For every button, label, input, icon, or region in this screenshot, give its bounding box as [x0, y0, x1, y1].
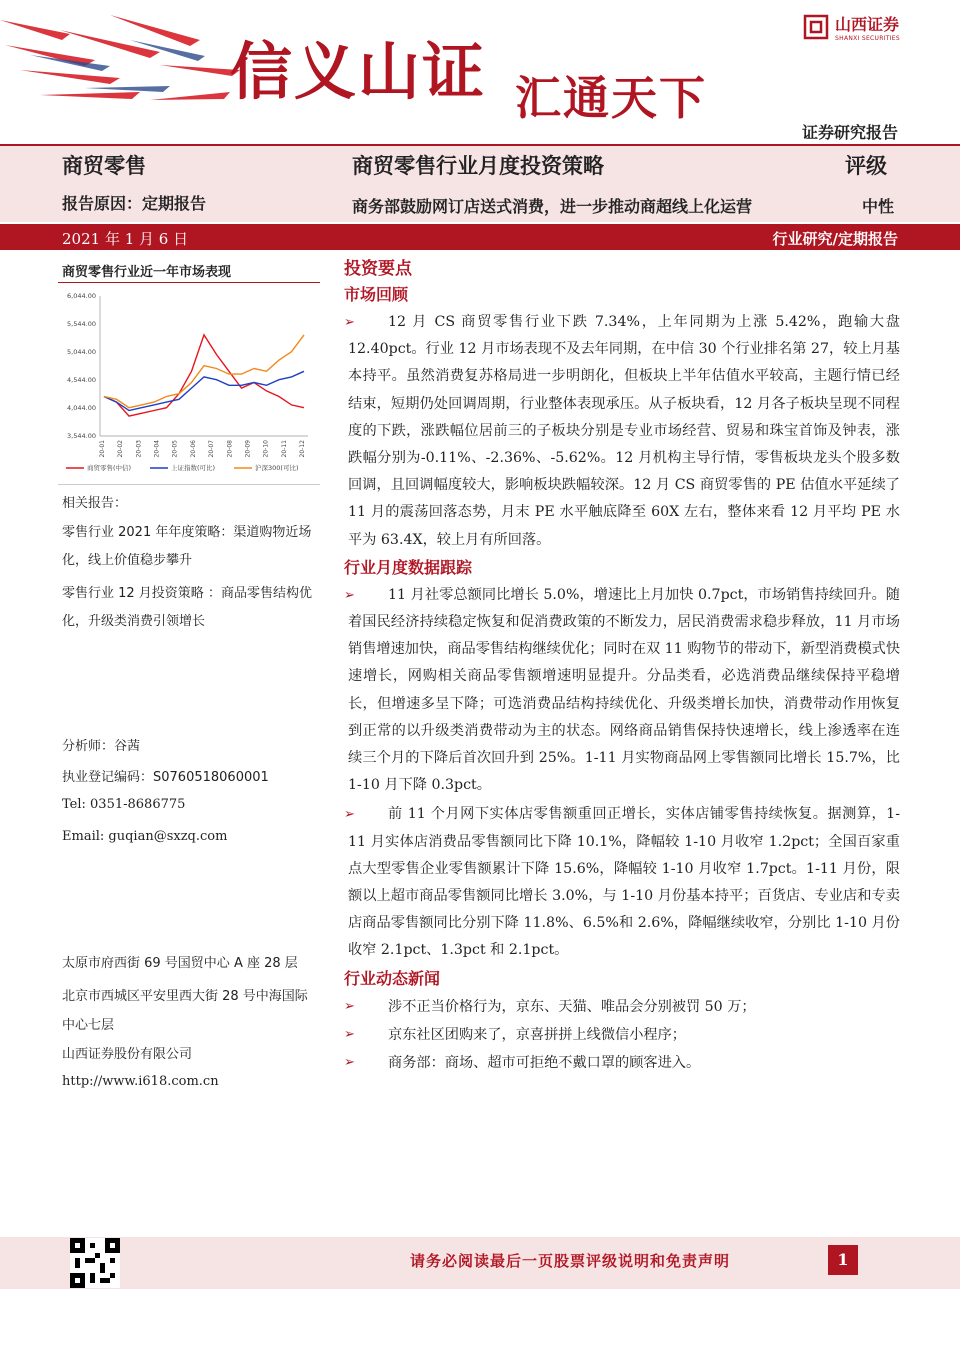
- x-tick-label: 20-12: [299, 440, 306, 458]
- x-tick-label: 20-06: [189, 440, 197, 458]
- news-item: ➢ 京东社区团购来了，京喜拼拼上线微信小程序；: [348, 1021, 900, 1049]
- brand-logo: [803, 12, 900, 42]
- related-report-2[interactable]: 零售行业 12 月投资策略 ：商品零售结构优化，升级类消费引领增长: [62, 586, 312, 629]
- sidebar-rule: [58, 282, 320, 283]
- series-line: [104, 335, 304, 408]
- arrow-bullet-icon: ➢: [344, 807, 355, 823]
- x-tick-label: 20-04: [153, 440, 161, 458]
- x-tick-label: 20-05: [171, 440, 179, 458]
- y-tick-label: 4,044.00: [67, 404, 96, 412]
- news-item: ➢ 商务部：商场、超市可拒绝不戴口罩的顾客进入。: [348, 1049, 900, 1077]
- x-tick-label: 20-07: [208, 440, 216, 458]
- sidebar-chart-title: 商贸零售行业近一年市场表现: [62, 265, 232, 280]
- page-number: 1: [828, 1245, 858, 1275]
- date-bar: [0, 224, 960, 250]
- report-subtitle: 商务部鼓励网订店送式消费，进一步推动商超线上化运营: [352, 197, 753, 216]
- arrow-bullet-icon: ➢: [344, 1026, 355, 1042]
- rating-value: 中性: [862, 197, 895, 216]
- report-category: 行业研究/定期报告: [772, 230, 898, 248]
- paragraph-market-review: ➢ 12 月 CS 商贸零售行业下跌 7.34%，上年同期为上涨 5.42%，跑输大盘 12.40pct。行业 12 月市场表现不及去年同期，在中信 30 个行业排名第 27，较上月基本持平。虽然消费复苏格局进一步明朗化，但板块上半年估值水平较高，主题行情已经结束，短期仍处回调周期，行业整体表现承压。从子板块看，12 月各子板块呈现不同程度的下跌，涨跌幅位居前三的子板块分别是专业市场经营、贸易和珠宝首饰及钟表，涨跌幅分别为-0.11%、-2.36%、-5.62%。12 月机构主导行情，零售板块龙头个股多数回调，且回调幅度较大，影响板块跌幅较深。12 月 CS 商贸零售的 PE 估值水平延续了 11 月的震荡回落态势，月末 PE 水平触底降至 60X 左右，整体来看 12 月平均 PE 水平为 63.4X，较上月有所回落。: [348, 309, 900, 554]
- y-tick-label: 4,544.00: [67, 376, 96, 384]
- x-tick-label: 20-03: [135, 440, 143, 458]
- sidebar-rule-2: [58, 484, 320, 485]
- arrow-bullet-icon: ➢: [344, 1054, 355, 1070]
- address-beijing: 北京市西城区平安里西大街 28 号中海国际中心七层: [62, 989, 308, 1033]
- y-tick-label: 6,044.00: [67, 292, 96, 300]
- report-title: 商贸零售行业月度投资策略: [352, 154, 604, 178]
- legend-label: 商贸零售(中信): [87, 464, 132, 472]
- arrow-bullet-icon: ➢: [344, 998, 355, 1014]
- investment-highlights-title: 投资要点: [344, 259, 412, 279]
- main-content: [340, 255, 900, 1077]
- brand-name-en: SHANXI SECURITIES: [835, 35, 900, 42]
- report-reason: 报告原因：定期报告: [62, 194, 207, 213]
- industry-name: 商贸零售: [62, 154, 146, 178]
- rating-label: 评级: [845, 154, 887, 178]
- x-tick-label: 20-09: [244, 440, 252, 458]
- related-reports-title: 相关报告：: [62, 496, 128, 511]
- x-tick-label: 20-11: [280, 440, 288, 458]
- shanxi-securities-logo-icon: [803, 14, 829, 40]
- market-performance-chart: [58, 288, 320, 480]
- legend-label: 沪深300(可比): [255, 464, 299, 472]
- series-line: [104, 335, 304, 416]
- analyst-license: 执业登记编码：S0760518060001: [62, 770, 269, 785]
- analyst-tel: Tel: 0351-8686775: [62, 797, 186, 812]
- y-tick-label: 5,544.00: [67, 320, 96, 328]
- section-heading-news: 行业动态新闻: [344, 968, 441, 988]
- x-tick-label: 20-01: [99, 440, 106, 458]
- legend-label: 上证指数(可比): [171, 464, 216, 472]
- band-divider: [0, 144, 960, 146]
- x-tick-label: 20-10: [262, 440, 270, 458]
- address-taiyuan: 太原市府西街 69 号国贸中心 A 座 28 层: [62, 956, 298, 971]
- section-heading-data-tracking: 行业月度数据跟踪: [344, 557, 473, 577]
- qr-code-icon: [70, 1238, 120, 1288]
- x-tick-label: 20-02: [117, 440, 125, 458]
- y-tick-label: 3,544.00: [67, 432, 96, 440]
- slogan-left: 信义山证: [230, 35, 487, 108]
- y-tick-label: 5,044.00: [67, 348, 96, 356]
- news-item: ➢ 涉不正当价格行为，京东、天猫、唯品会分别被罚 50 万；: [348, 993, 900, 1021]
- analyst-name: 分析师：谷茜: [62, 739, 141, 754]
- company-name: 山西证券股份有限公司: [62, 1047, 193, 1062]
- arrow-bullet-icon: ➢: [344, 315, 355, 330]
- brand-name: 山西证券: [835, 15, 900, 34]
- paragraph-data-tracking-1: ➢ 11 月社零总额同比增长 5.0%，增速比上月加快 0.7pct，市场销售持续回升。随着国民经济持续稳定恢复和促消费政策的不断发力，居民消费需求稳步释放，11 月市场销售增速加快，商品零售结构继续优化；同时在双 11 购物节的带动下，新型消费模式快速增长，网购相关商品零售额增速明显提升。分品类看，必选消费品继续保持平稳增长，但增速多呈下降；可选消费品结构持续优化、升级类增长加快，消费带动作用恢复到正常的以升级类消费带动为主的状态。网络商品销售保持快速增长，线上渗透率在连续三个月的下降后首次回升到 25%。1-11 月实物商品网上零售额同比增长 15.7%，比 1-10 月下降 0.3pct。: [348, 582, 900, 800]
- x-tick-label: 20-08: [226, 440, 234, 458]
- series-line: [104, 371, 304, 410]
- disclaimer: 请务必阅读最后一页股票评级说明和免责声明: [410, 1252, 731, 1270]
- company-url[interactable]: http://www.i618.com.cn: [62, 1074, 219, 1089]
- arrow-bullet-icon: ➢: [344, 587, 355, 603]
- section-heading-market-review: 市场回顾: [344, 285, 409, 304]
- slogan-right: 汇通天下: [515, 71, 707, 125]
- report-type: 证券研究报告: [801, 123, 898, 142]
- related-report-1[interactable]: 零售行业 2021 年年度策略：渠道购物近场化，线上价值稳步攀升: [62, 525, 312, 568]
- analyst-email[interactable]: Email: guqian@sxzq.com: [62, 829, 228, 844]
- paragraph-data-tracking-2: ➢ 前 11 个月网下实体店零售额重回正增长，实体店铺零售持续恢复。据测算，1-11 月实体店消费品零售额同比下降 10.1%，降幅较 1-10 月收窄 1.2pct；全国百家重点大型零售企业零售额累计下降 15.6%，降幅较 1-10 月收窄 1.7pct。1-11 月份，限额以上超市商品零售额同比增长 3.0%，与 1-10 月份基本持平；百货店、专业店和专卖店商品零售额同比分别下降 11.8%、6.5%和 2.6%，降幅继续收窄，分别比 1-10 月份收窄 2.1pct、1.3pct 和 2.1pct。: [348, 801, 900, 964]
- report-date: 2021 年 1 月 6 日: [62, 230, 189, 248]
